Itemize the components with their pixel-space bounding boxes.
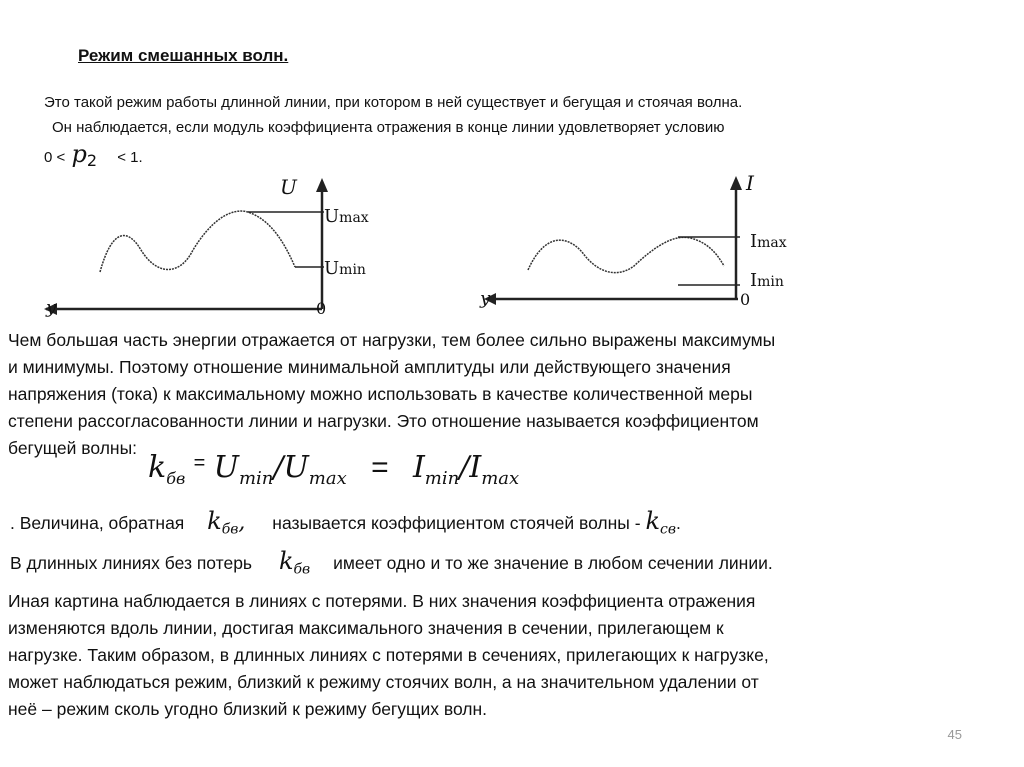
paragraph-1-line: степени рассогласованности линии и нагрузки. Это отношение называется коэффициентом (8, 411, 759, 431)
paragraph-2 (8, 588, 769, 723)
intro-line-1: Это такой режим работы длинной линии, при котором в ней существует и бегущая и стоячая волна. (44, 94, 743, 111)
formula-i-min-sub: min (424, 468, 460, 489)
current-min-label: Imin (750, 270, 784, 291)
page-number: 45 (947, 727, 962, 742)
paragraph-2-line: неё – режим сколь угодно близкий к режиму бегущих волн. (8, 699, 488, 719)
voltage-min-label: Umin (324, 258, 366, 279)
formula-i-max-sub: max (481, 468, 520, 489)
current-wave (528, 237, 724, 272)
formula-u-max: U (283, 450, 309, 485)
paragraph-2-line: может наблюдаться режим, близкий к режиму стоячих волн, а на значительном удалении от (8, 672, 759, 692)
voltage-x-label: y (46, 297, 57, 318)
inverse-k-suffix: , (238, 510, 246, 535)
voltage-diagram (40, 172, 400, 320)
paragraph-1-line: бегущей волны: (8, 438, 138, 458)
formula-equals-2: = (371, 451, 389, 484)
formula-i-min: I (412, 450, 425, 485)
formula-slash-1: / (273, 450, 284, 485)
paragraph-1-line: и минимумы. Поэтому отношение минимальной амплитуды или действующего значения (8, 357, 731, 377)
formula-u-min: U (213, 450, 239, 485)
paragraph-1-line: Чем большая часть энергии отражается от нагрузки, тем более сильно выражены максимумы (8, 330, 776, 350)
formula-k: k (148, 450, 167, 485)
formula-u-max-sub: max (308, 468, 347, 489)
inverse-k2: k (645, 507, 660, 535)
formula-equals-1: = (193, 452, 206, 474)
kbv-formula (148, 450, 519, 489)
formula-slash-2: / (459, 450, 470, 485)
inverse-prefix: . Величина, обратная (10, 513, 185, 533)
rho-subscript: 2 (86, 151, 98, 170)
inverse-middle: называется коэффициентом стоячей волны - (272, 513, 641, 533)
voltage-max-label: Umax (324, 206, 369, 227)
voltage-wave (100, 211, 295, 272)
inverse-k2-sub: св (659, 521, 676, 538)
paragraph-2-line: нагрузке. Таким образом, в длинных линиях с потерями в сечениях, прилегающих к нагрузке, (8, 645, 769, 665)
lossless-k-sub: бв (293, 561, 311, 578)
formula-u-min-sub: min (238, 468, 274, 489)
paragraph-2-line: изменяются вдоль линии, достигая максимального значения в сечении, прилегающем к (8, 618, 724, 638)
inverse-k2-suffix: . (675, 513, 681, 533)
formula-i-max: I (469, 450, 482, 485)
current-x-label: y (480, 288, 491, 309)
voltage-y-arrow (316, 178, 328, 192)
formula-k-subscript: бв (166, 469, 186, 488)
lossless-k: k (278, 547, 294, 575)
inverse-line (10, 508, 681, 544)
inverse-k: k (207, 507, 222, 535)
current-max-label: Imax (750, 231, 787, 252)
current-diagram (478, 170, 818, 310)
page-title: Режим смешанных волн. (78, 46, 289, 65)
current-axis-label: I (746, 171, 754, 195)
current-origin-label: 0 (740, 290, 751, 309)
inverse-k-sub: бв (221, 521, 239, 538)
paragraph-2-line: Иная картина наблюдается в линиях с потерями. В них значения коэффициента отражения (8, 591, 756, 611)
lossless-prefix: В длинных линиях без потерь (10, 553, 253, 573)
lossless-line (10, 548, 773, 584)
rho-symbol: p (71, 140, 87, 168)
lossless-suffix: имеет одно и то же значение в любом сечении линии. (333, 553, 773, 573)
paragraph-1-line: напряжения (тока) к максимальному можно использовать в качестве количественной меры (8, 384, 753, 404)
voltage-origin-label: 0 (316, 299, 327, 318)
condition-right: < 1. (117, 149, 143, 166)
intro-line-2: Он наблюдается, если модуль коэффициента отражения в конце линии удовлетворяет условию (52, 119, 725, 136)
intro-condition (44, 140, 143, 170)
condition-left: 0 < (44, 149, 66, 166)
voltage-axis-label: U (280, 175, 297, 199)
current-y-arrow (730, 176, 742, 190)
paragraph-1 (8, 327, 775, 462)
